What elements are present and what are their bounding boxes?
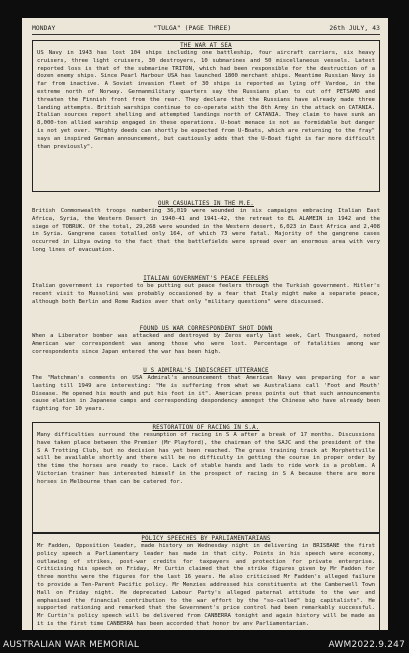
section-casualties <box>32 201 380 269</box>
section-body: Many difficulties surround the resumption of racing in S A after a break of 17 months. Discussions have taken place between the Premier (Mr Playford), the chairman of the SAJC and the president of the S A Trotting Club, but no decision has yet been reached. The grass training track at Morphettville will be available shortly and there will be no difficulty in getting the course in proper order by the time the horses are ready to race. Lack of stable hands and lads to ride work is a problem. A Victorian trainer has interested himself in the prospect of racing in S A because there are more horses in Melbourne than can be catered for. <box>37 432 375 485</box>
header-title: "TULGA" (PAGE THREE) <box>153 25 232 32</box>
section-body: When a Liberator bomber was attacked and destroyed by Zeros early last week, Carl Thusgaard, noted American war correspondent was among those who were lost. Percentage of fatalities among war correspondents since Japan entered the war has been high. <box>32 333 380 355</box>
page-header <box>32 25 380 32</box>
section-body: Italian government is reported to be putting out peace feelers through the Turkish government. Hitler's recent visit to Mussolini was probably occasioned by a fear that Italy might make a separate peace, although both Berlin and Rome Radios aver that only "military questions" were discussed. <box>32 283 380 305</box>
document-page <box>22 18 388 630</box>
section-peace-feelers <box>32 276 380 319</box>
header-date: 26th JULY, 43 <box>329 25 380 32</box>
section-title: OUR CASUALTIES IN THE M.E. <box>158 201 254 207</box>
section-title: RESTORATION OF RACING IN S.A. <box>152 425 260 431</box>
section-body: The "Matchman's comments on USA Admiral's announcement that American Navy was preparing for a war lasting till 1949 are interesting: "He is suffering from what we Australians call 'Foot and Mouth' Disease. He opened his mouth and put his foot in it". American press points out that such announcements cause elation in Japanese camps and corresponding despondency amongst the Chinese who have already been fighting for 10 years. <box>32 375 380 413</box>
section-title: POLICY SPEECHES BY PARLIAMENTARIANS <box>141 536 271 542</box>
header-day: MONDAY <box>32 25 56 32</box>
section-title: U S ADMIRAL'S INDISCREET UTTERANCE <box>143 368 269 374</box>
section-war-correspondent <box>32 326 380 360</box>
section-admiral-utterance <box>32 368 380 418</box>
section-racing <box>32 422 380 533</box>
archive-footer <box>0 640 409 653</box>
section-body: Mr Fadden, Opposition leader, made history on Wednesday night in delivering in BRISBANE the first policy speech a Parliamentary leader has made in that city. Points in his speech were economy, outlawing of strikes, post-war credits for taxpayers and protection for private enterprise. Criticising his speech on Friday, Mr Curtin claimed that the strike figures given by Mr Fadden for three months were the figures for the last 16 years. He also criticised Mr Fadden's alleged failure to provide a Ten-Parent Pacific policy. Mr Menzies addressed his constituents at the Camberwell Town Hall on Friday night. He deprecated Labour Party's alleged paternal attitude to the war and emphasised the financial contribution to the war effort by the "so-called" big capitalists". He supported rationing and remarked that the Government's price control had been remarkably successful. Mr Curtin's policy speech will be delivered from CANBERRA tonight and again history will be made as it is the first time CANBERRA has been accorded that honor by any Parliamentarian. <box>37 543 375 625</box>
section-body: US Navy in 1943 has lost 104 ships including one battleship, four aircraft carriers, six heavy cruisers, three light cruisers, 30 destroyers, 10 submarines and 50 miscellaneous vessels. Latest reported loss is that of the submarine TRITON, which had been responsible for the destruction of a dozen enemy ships. Since Pearl Harbour USA has launched 1800 merchant ships. Meantime Russian Navy is far from inactive. A Soviet invasion fleet of 30 ships is reported as lying off Vardoe, in the extreme north of Norway. Germanmilitary quarters say the Russians plan to cut off PETSAMO and threaten the Finnish front from the rear. They declare that the Russians have already made three landing attempts. British warships continue to co-operate with the 8th Army in the attack on CATANIA. Italian sources report shelling and attempted landings north of CATANIA. They claim to have sunk an 8,000-ton allied warship engaged in these operations. U-boat menace is not as formidable but danger is not yet over. "Mighty deeds can shortly be expected from U-Boats, which are returning to the fray" says an inspired German announcement, but cautiously adds that the U-Boat fight is far more difficult than previously". <box>37 50 375 150</box>
section-title: THE WAR AT SEA <box>180 43 232 49</box>
section-body: British Commonwealth troops numbering 36,019 were wounded in six campaigns embracing Italian East Africa, Syria, the Western Desert in 1940-41 and 1941-42, the retreat to EL ALAMEIN in 1942 and the siege of TOBRUK. Of the total, 29,268 were wounded in the Western desert, 6,023 in East Africa and 2,408 in Syria. Gangrene cases totalled only 164, of which 73 were fatal. Majority of the gangrene cases occurred in Libya owing to the fact that the battlefields were spread over an enormous area with very long lines of evacuation. <box>32 208 380 253</box>
section-title: FOUND US WAR CORRESPONDENT SHOT DOWN <box>139 326 273 332</box>
section-war-at-sea <box>32 40 380 192</box>
header-rule <box>32 34 380 35</box>
section-title: ITALIAN GOVERNMENT'S PEACE FEELERS <box>143 276 269 282</box>
archive-name: AUSTRALIAN WAR MEMORIAL <box>3 640 140 650</box>
section-policy-speeches <box>32 533 380 630</box>
archive-reference: AWM2022.9.247 <box>328 640 405 650</box>
